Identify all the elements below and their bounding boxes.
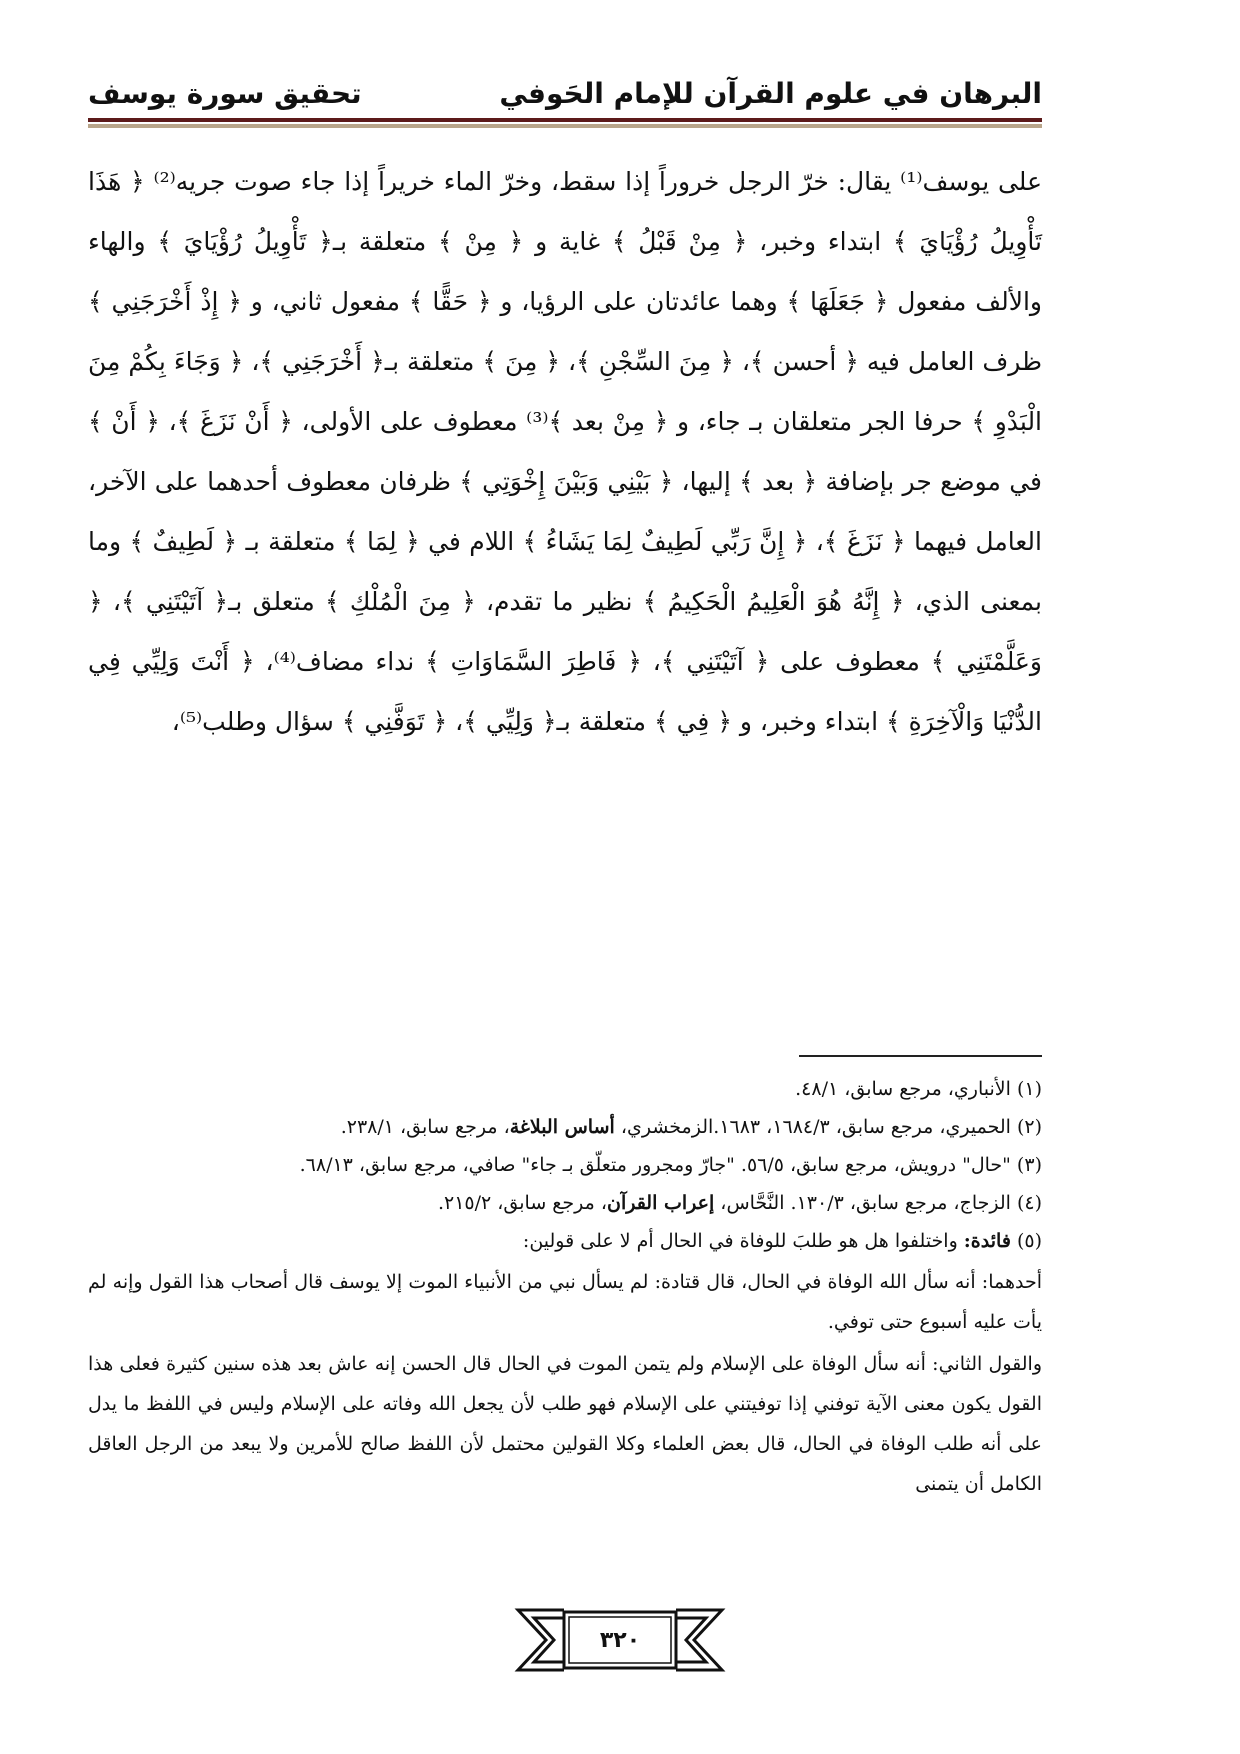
footnote-separator: [799, 1055, 1042, 1057]
footnote-5-first-opinion: أحدهما: أنه سأل الله الوفاة في الحال، قال قتادة: لم يسأل نبي من الأنبياء الموت إلا يوسف قال أصحاب هذا القول وإنه لم يأت عليه أسبوع حتى توفي.: [88, 1271, 1042, 1333]
footnote-5: (٥) فائدة: واختلفوا هل هو طلبَ للوفاة في الحال أم لا على قولين:: [522, 1230, 1042, 1252]
footnote-3: (٣) "حال" درويش، مرجع سابق، ٥٦/٥. "جارّ ومجرور متعلّق بـ جاء" صافي، مرجع سابق، ٦٨/١٣.: [299, 1154, 1042, 1176]
book-title: البرهان في علوم القرآن للإمام الحَوفي: [499, 76, 1042, 110]
footnote-1: (١) الأنباري، مرجع سابق، ٤٨/١.: [795, 1078, 1042, 1100]
main-text: [88, 152, 1042, 752]
footnote-5-label: فائدة:: [963, 1230, 1011, 1252]
footnote-2-book-title: أساس البلاغة: [509, 1116, 615, 1138]
footnotes: [88, 1070, 1042, 1504]
page-number-ornament: [512, 1604, 728, 1676]
header-rule: [88, 118, 1042, 122]
page-number: ٣٢٠: [599, 1627, 641, 1653]
footnote-4: (٤) الزجاج، مرجع سابق، ١٣٠/٣. النَّحَّاس، إعراب القرآن، مرجع سابق، ٢١٥/٢.: [437, 1192, 1042, 1214]
body-paragraph: على يوسف⁽¹⁾ يقال: خرّ الرجل خروراً إذا سقط، وخرّ الماء خريراً إذا جاء صوت جريه⁽²⁾ ﴿ هَذَا تَأْوِيلُ رُؤْيَايَ ﴾ ابتداء وخبر، ﴿ مِنْ قَبْلُ ﴾ غاية و ﴿ مِنْ ﴾ متعلقة بـ﴿ تَأْوِيلُ رُؤْيَايَ ﴾ والهاء والألف مفعول ﴿ جَعَلَهَا ﴾ وهما عائدتان على الرؤيا، و ﴿ حَقًّا ﴾ مفعول ثاني، و ﴿ إِذْ أَخْرَجَنِي ﴾ ظرف العامل فيه ﴿ أحسن ﴾، ﴿ مِنَ السِّجْنِ ﴾، ﴿ مِنَ ﴾ متعلقة بـ﴿ أَخْرَجَنِي ﴾، ﴿ وَجَاءَ بِكُمْ مِنَ الْبَدْوِ ﴾ حرفا الجر متعلقان بـ جاء، و ﴿ مِنْ بعد ﴾⁽³⁾ معطوف على الأولى، ﴿ أَنْ نَزَغَ ﴾، ﴿ أَنْ ﴾ في موضع جر بإضافة ﴿ بعد ﴾ إليها، ﴿ بَيْنِي وَبَيْنَ إِخْوَتِي ﴾ ظرفان معطوف أحدهما على الآخر، العامل فيهما ﴿ نَزَغَ ﴾، ﴿ إِنَّ رَبِّي لَطِيفٌ لِمَا يَشَاءُ ﴾ اللام في ﴿ لِمَا ﴾ متعلقة بـ ﴿ لَطِيفٌ ﴾ وما بمعنى الذي، ﴿ إِنَّهُ هُوَ الْعَلِيمُ الْحَكِيمُ ﴾ نظير ما تقدم، ﴿ مِنَ الْمُلْكِ ﴾ متعلق بـ﴿ آتَيْتَنِي ﴾، ﴿ وَعَلَّمْتَنِي ﴾ معطوف على ﴿ آتَيْتَنِي ﴾، ﴿ فَاطِرَ السَّمَاوَاتِ ﴾ نداء مضاف⁽⁴⁾، ﴿ أَنْتَ وَلِيِّي فِي الدُّنْيَا وَالْآخِرَةِ ﴾ ابتداء وخبر، و ﴿ فِي ﴾ متعلقة بـ﴿ وَلِيِّي ﴾، ﴿ تَوَفَّنِي ﴾ سؤال وطلب⁽⁵⁾،: [88, 167, 1043, 736]
footnote-2: (٢) الحميري، مرجع سابق، ١٦٨٤/٣، ١٦٨٣.الزمخشري، أساس البلاغة، مرجع سابق، ٢٣٨/١.: [340, 1116, 1042, 1138]
chapter-title: تحقيق سورة يوسف: [88, 76, 362, 110]
running-header: [88, 70, 1042, 116]
footnote-4-book-title: إعراب القرآن: [606, 1192, 715, 1214]
footnote-5-second-opinion: والقول الثاني: أنه سأل الوفاة على الإسلام ولم يتمن الموت في الحال قال الحسن إنه عاش بعد هذه سنين كثيرة فعلى هذا القول يكون معنى الآية توفني إذا توفيتني على الإسلام فهو طلب لأن يجعل الله وفاته على الإسلام وليس في اللفظ ما يدل على أنه طلب الوفاة في الحال، قال بعض العلماء وكلا القولين محتمل لأن اللفظ صالح للأمرين ولا يبعد من الرجل العاقل الكامل أن يتمنى: [88, 1353, 1042, 1495]
header-rule-secondary: [88, 124, 1042, 128]
